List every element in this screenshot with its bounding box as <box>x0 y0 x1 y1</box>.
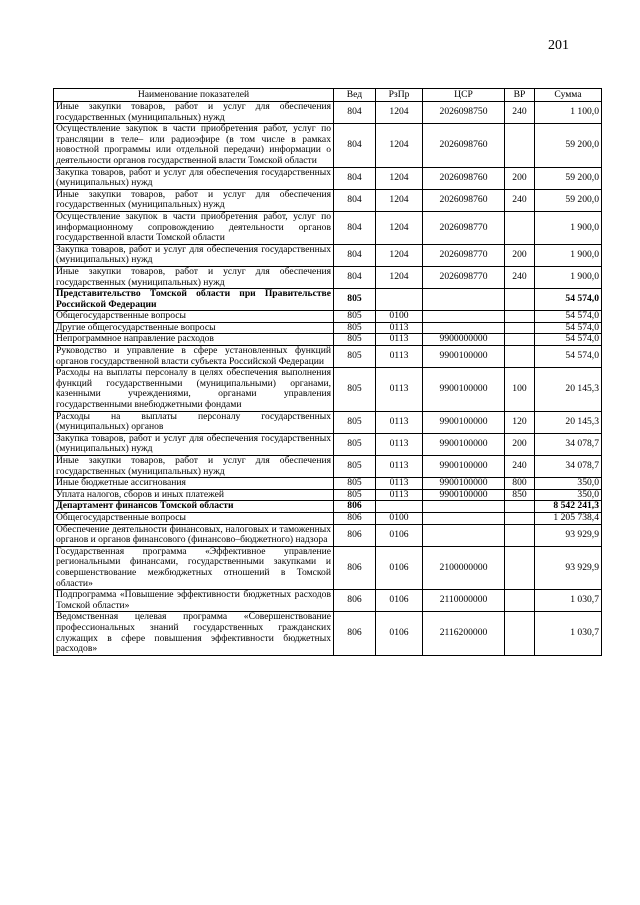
table-row <box>54 311 602 323</box>
cell-ved: 806 <box>334 590 376 612</box>
cell-vr <box>505 311 535 323</box>
cell-rzpr: 0113 <box>376 322 423 334</box>
cell-rzpr: 1204 <box>376 211 423 244</box>
cell-name: Закупка товаров, работ и услуг для обеспечения государственных (муниципальных) нужд <box>54 167 334 189</box>
cell-rzpr: 0113 <box>376 368 423 411</box>
cell-sum: 54 574,0 <box>535 322 602 334</box>
cell-ved: 805 <box>334 489 376 501</box>
cell-csr: 2026098750 <box>423 102 505 124</box>
cell-csr: 2026098770 <box>423 266 505 288</box>
cell-rzpr: 0100 <box>376 311 423 323</box>
cell-csr: 2026098770 <box>423 244 505 266</box>
cell-ved: 806 <box>334 524 376 546</box>
cell-sum: 34 078,7 <box>535 456 602 478</box>
table-row <box>54 289 602 311</box>
cell-vr: 200 <box>505 167 535 189</box>
cell-name: Ведомственная целевая программа «Совершенствование профессиональных знаний государственных гражданских служащих в сфере повышения эффективности бюджетных расходов» <box>54 612 334 655</box>
cell-name: Подпрограмма «Повышение эффективности бюджетных расходов Томской области» <box>54 590 334 612</box>
cell-ved: 804 <box>334 211 376 244</box>
cell-ved: 805 <box>334 334 376 346</box>
cell-vr: 200 <box>505 244 535 266</box>
cell-vr: 800 <box>505 478 535 490</box>
cell-vr: 850 <box>505 489 535 501</box>
table-row <box>54 346 602 368</box>
cell-rzpr: 0113 <box>376 456 423 478</box>
table-row <box>54 524 602 546</box>
cell-csr: 9900100000 <box>423 456 505 478</box>
cell-csr: 9900100000 <box>423 346 505 368</box>
table-row <box>54 266 602 288</box>
cell-ved: 804 <box>334 189 376 211</box>
table-row <box>54 211 602 244</box>
table-row <box>54 334 602 346</box>
cell-name: Осуществление закупок в части приобретения работ, услуг по информационному сопровождению деятельности органов государственной власти Томской области <box>54 211 334 244</box>
cell-sum: 54 574,0 <box>535 346 602 368</box>
cell-rzpr: 1204 <box>376 244 423 266</box>
cell-csr <box>423 512 505 524</box>
cell-name: Иные закупки товаров, работ и услуг для обеспечения государственных (муниципальных) нужд <box>54 102 334 124</box>
table-row <box>54 478 602 490</box>
cell-rzpr: 0113 <box>376 411 423 433</box>
cell-sum: 1 030,7 <box>535 612 602 655</box>
cell-rzpr: 0106 <box>376 546 423 589</box>
cell-sum: 1 900,0 <box>535 266 602 288</box>
cell-vr: 240 <box>505 266 535 288</box>
cell-name: Иные закупки товаров, работ и услуг для обеспечения государственных (муниципальных) нужд <box>54 456 334 478</box>
cell-csr: 9900100000 <box>423 478 505 490</box>
cell-name: Уплата налогов, сборов и иных платежей <box>54 489 334 501</box>
cell-rzpr: 1204 <box>376 124 423 167</box>
table-row <box>54 102 602 124</box>
cell-csr: 9900100000 <box>423 489 505 501</box>
cell-rzpr: 1204 <box>376 167 423 189</box>
cell-rzpr: 1204 <box>376 189 423 211</box>
cell-csr <box>423 524 505 546</box>
cell-name: Иные закупки товаров, работ и услуг для обеспечения государственных (муниципальных) нужд <box>54 266 334 288</box>
cell-vr <box>505 612 535 655</box>
cell-name: Расходы на выплаты персоналу государственных (муниципальных) органов <box>54 411 334 433</box>
cell-ved: 804 <box>334 244 376 266</box>
cell-ved: 806 <box>334 546 376 589</box>
cell-sum: 1 205 738,4 <box>535 512 602 524</box>
cell-ved: 806 <box>334 501 376 513</box>
header-csr: ЦСР <box>423 89 505 102</box>
cell-name: Закупка товаров, работ и услуг для обеспечения государственных (муниципальных) нужд <box>54 433 334 455</box>
cell-vr: 240 <box>505 456 535 478</box>
cell-sum: 59 200,0 <box>535 189 602 211</box>
cell-ved: 805 <box>334 433 376 455</box>
cell-csr <box>423 322 505 334</box>
cell-csr <box>423 311 505 323</box>
table-row <box>54 244 602 266</box>
cell-rzpr <box>376 289 423 311</box>
cell-vr <box>505 501 535 513</box>
header-vr: ВР <box>505 89 535 102</box>
cell-vr: 100 <box>505 368 535 411</box>
cell-name: Департамент финансов Томской области <box>54 501 334 513</box>
cell-rzpr: 0113 <box>376 478 423 490</box>
cell-sum: 1 030,7 <box>535 590 602 612</box>
cell-sum: 1 900,0 <box>535 211 602 244</box>
cell-vr: 120 <box>505 411 535 433</box>
cell-name: Иные закупки товаров, работ и услуг для обеспечения государственных (муниципальных) нужд <box>54 189 334 211</box>
budget-table <box>53 88 602 656</box>
header-sum: Сумма <box>535 89 602 102</box>
cell-sum: 54 574,0 <box>535 289 602 311</box>
cell-vr: 200 <box>505 433 535 455</box>
cell-sum: 93 929,9 <box>535 546 602 589</box>
cell-vr <box>505 546 535 589</box>
cell-ved: 805 <box>334 411 376 433</box>
table-row <box>54 590 602 612</box>
cell-ved: 805 <box>334 311 376 323</box>
cell-name: Осуществление закупок в части приобретения работ, услуг по трансляции в теле– или радиоэфире (в том числе в рамках новостной программы или отдельной передачи) информации о деятельности органов государственной власти Томской области <box>54 124 334 167</box>
cell-csr: 2110000000 <box>423 590 505 612</box>
cell-csr: 9900100000 <box>423 433 505 455</box>
table-row <box>54 489 602 501</box>
cell-sum: 54 574,0 <box>535 311 602 323</box>
cell-rzpr: 0113 <box>376 489 423 501</box>
cell-name: Общегосударственные вопросы <box>54 311 334 323</box>
cell-name: Расходы на выплаты персоналу в целях обеспечения выполнения функций государственными (муниципальными) органами, казенными учреждениями, органами управления государственными внебюджетными фондами <box>54 368 334 411</box>
cell-vr <box>505 590 535 612</box>
cell-ved: 806 <box>334 612 376 655</box>
cell-ved: 805 <box>334 322 376 334</box>
cell-sum: 54 574,0 <box>535 334 602 346</box>
cell-csr: 2026098760 <box>423 189 505 211</box>
cell-ved: 805 <box>334 289 376 311</box>
cell-csr: 2026098770 <box>423 211 505 244</box>
header-name: Наименование показателей <box>54 89 334 102</box>
cell-vr <box>505 524 535 546</box>
cell-csr: 9900100000 <box>423 368 505 411</box>
cell-ved: 805 <box>334 368 376 411</box>
cell-rzpr: 0106 <box>376 612 423 655</box>
cell-vr <box>505 512 535 524</box>
header-rzpr: РзПр <box>376 89 423 102</box>
table-row <box>54 124 602 167</box>
table-row <box>54 546 602 589</box>
table-row <box>54 411 602 433</box>
cell-name: Иные бюджетные ассигнования <box>54 478 334 490</box>
cell-csr: 2026098760 <box>423 124 505 167</box>
cell-csr <box>423 501 505 513</box>
table-row <box>54 368 602 411</box>
table-row <box>54 433 602 455</box>
cell-name: Обеспечение деятельности финансовых, налоговых и таможенных органов и органов финансового (финансово–бюджетного) надзора <box>54 524 334 546</box>
cell-csr: 2100000000 <box>423 546 505 589</box>
table-row <box>54 501 602 513</box>
cell-rzpr: 0113 <box>376 334 423 346</box>
table-row <box>54 189 602 211</box>
cell-vr: 240 <box>505 102 535 124</box>
cell-rzpr <box>376 501 423 513</box>
cell-vr <box>505 334 535 346</box>
cell-vr <box>505 124 535 167</box>
cell-csr: 2116200000 <box>423 612 505 655</box>
cell-csr: 2026098760 <box>423 167 505 189</box>
table-body <box>54 102 602 656</box>
header-ved: Вед <box>334 89 376 102</box>
header-row <box>54 89 602 102</box>
cell-ved: 804 <box>334 124 376 167</box>
cell-name: Другие общегосударственные вопросы <box>54 322 334 334</box>
cell-sum: 1 100,0 <box>535 102 602 124</box>
cell-sum: 20 145,3 <box>535 411 602 433</box>
table-header <box>54 89 602 102</box>
cell-name: Непрограммное направление расходов <box>54 334 334 346</box>
cell-ved: 804 <box>334 266 376 288</box>
cell-sum: 1 900,0 <box>535 244 602 266</box>
cell-ved: 806 <box>334 512 376 524</box>
cell-name: Государственная программа «Эффективное управление региональными финансами, государственными закупками и совершенствование межбюджетных отношений в Томской области» <box>54 546 334 589</box>
cell-sum: 59 200,0 <box>535 124 602 167</box>
cell-sum: 93 929,9 <box>535 524 602 546</box>
cell-csr <box>423 289 505 311</box>
cell-name: Руководство и управление в сфере установленных функций органов государственной власти субъекта Российской Федерации <box>54 346 334 368</box>
table-row <box>54 612 602 655</box>
cell-name: Представительство Томской области при Правительстве Российской Федерации <box>54 289 334 311</box>
cell-sum: 350,0 <box>535 489 602 501</box>
cell-rzpr: 0100 <box>376 512 423 524</box>
table-row <box>54 456 602 478</box>
cell-csr: 9900100000 <box>423 411 505 433</box>
table-row <box>54 322 602 334</box>
cell-rzpr: 0113 <box>376 346 423 368</box>
cell-ved: 804 <box>334 102 376 124</box>
cell-name: Закупка товаров, работ и услуг для обеспечения государственных (муниципальных) нужд <box>54 244 334 266</box>
cell-vr <box>505 289 535 311</box>
cell-rzpr: 1204 <box>376 102 423 124</box>
cell-sum: 20 145,3 <box>535 368 602 411</box>
cell-vr <box>505 322 535 334</box>
cell-sum: 350,0 <box>535 478 602 490</box>
cell-sum: 59 200,0 <box>535 167 602 189</box>
cell-ved: 805 <box>334 346 376 368</box>
cell-sum: 34 078,7 <box>535 433 602 455</box>
cell-name: Общегосударственные вопросы <box>54 512 334 524</box>
cell-ved: 805 <box>334 478 376 490</box>
cell-rzpr: 0106 <box>376 590 423 612</box>
table-row <box>54 167 602 189</box>
cell-rzpr: 0106 <box>376 524 423 546</box>
cell-rzpr: 1204 <box>376 266 423 288</box>
page-number: 201 <box>548 38 569 53</box>
cell-ved: 805 <box>334 456 376 478</box>
cell-vr <box>505 211 535 244</box>
cell-vr: 240 <box>505 189 535 211</box>
table-row <box>54 512 602 524</box>
cell-vr <box>505 346 535 368</box>
cell-sum: 8 542 241,3 <box>535 501 602 513</box>
cell-csr: 9900000000 <box>423 334 505 346</box>
cell-rzpr: 0113 <box>376 433 423 455</box>
cell-ved: 804 <box>334 167 376 189</box>
